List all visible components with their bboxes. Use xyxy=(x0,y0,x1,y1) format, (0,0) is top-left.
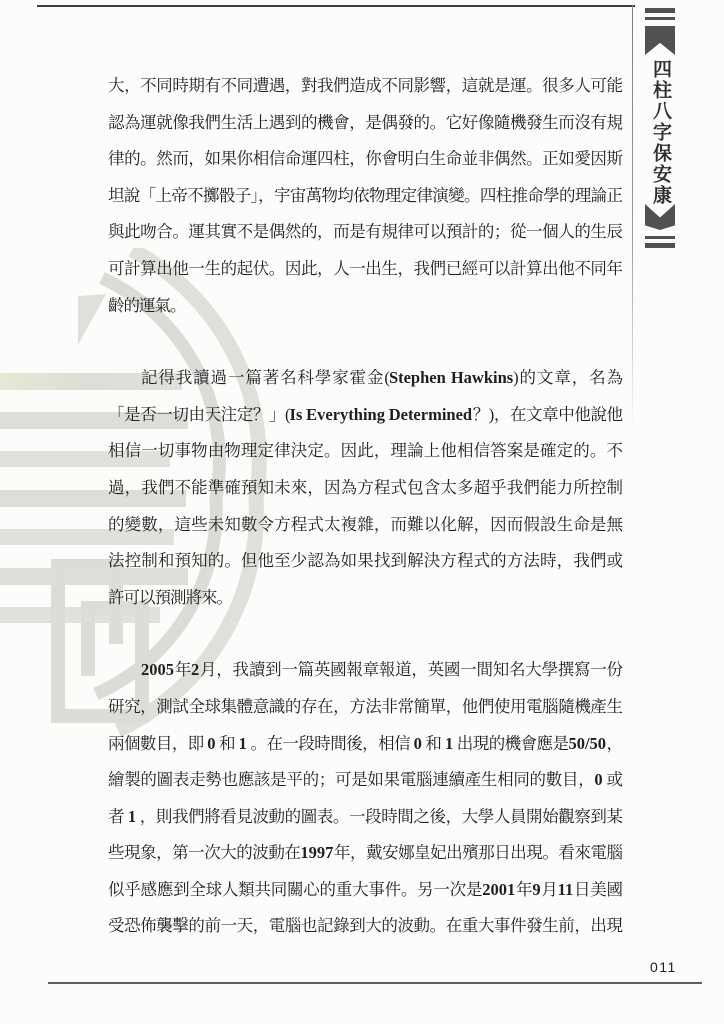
page-number: 011 xyxy=(650,959,677,975)
text-line: 者 1 ，則我們將看見波動的圖表。一段時間之後，大學人員開始觀察到某 xyxy=(108,806,622,826)
text-line: 法控制和預知的。但他至少認為如果找到解決方程式的方法時，我們或 xyxy=(108,551,622,571)
text-line: 齡的運氣。 xyxy=(108,295,186,315)
text-line: 的變數，這些未知數令方程式太複雜，而難以化解，因而假設生命是無 xyxy=(108,514,622,534)
text-line: 些現象，第一次大的波動在1997年，戴安娜皇妃出殯那日出現。看來電腦 xyxy=(108,843,623,863)
text-line: 2005年2月，我讀到一篇英國報章報道，英國一間知名大學撰寫一份 xyxy=(141,660,623,680)
text-line: 過，我們不能準確預知未來，因為方程式包含太多超乎我們能力所控制 xyxy=(108,477,622,497)
paragraph xyxy=(108,652,622,945)
text-line: 記得我讀過一篇著名科學家霍金(Stephen Hawkins)的文章，名為 xyxy=(141,368,622,388)
text-line: 兩個數目，即 0 和 1 。在一段時間後，相信 0 和 1 出現的機會應是50/50， xyxy=(108,733,622,753)
banner-bottom-bar-1 xyxy=(645,236,675,239)
text-line: 認為運就像我們生活上遇到的機會，是偶發的。它好像隨機發生而沒有規 xyxy=(108,112,622,132)
text-line: 研究，測試全球集體意識的存在，方法非常簡單，他們使用電腦隨機產生 xyxy=(108,696,622,716)
page-top-rule xyxy=(37,5,635,7)
banner-bottom-bar-2 xyxy=(645,243,675,248)
body-text xyxy=(108,68,622,981)
text-line: 律的。然而，如果你相信命運四柱，你會明白生命並非偶然。正如愛因斯 xyxy=(108,149,622,169)
text-line: 與此吻合。運其實不是偶然的，而是有規律可以預計的；從一個人的生辰 xyxy=(108,222,622,242)
text-line: 大，不同時期有不同遭遇，對我們造成不同影響，這就是運。很多人可能 xyxy=(108,76,622,95)
text-line: 許可以預測將來。 xyxy=(108,587,232,607)
text-line: 似乎感應到全球人類共同關心的重大事件。另一次是2001年9月11日美國 xyxy=(108,879,623,899)
text-line: 坦說「上帝不擲骰子」，宇宙萬物均依物理定律演變。四柱推命學的理論正 xyxy=(108,185,622,205)
text-line: 「是否一切由天注定？」(Is Everything Determined？)，在文章中他說他 xyxy=(108,404,623,424)
text-line: 相信一切事物由物理定律決定。因此，理論上他相信答案是確定的。不 xyxy=(108,441,622,461)
text-line: 可計算出他一生的起伏。因此，人一出生，我們已經可以計算出他不同年 xyxy=(108,258,622,278)
text-line: 繪製的圖表走勢也應該是平的；可是如果電腦連續產生相同的數目，0 或 xyxy=(108,770,623,790)
banner-top-bar-2 xyxy=(645,17,675,20)
text-line: 受恐佈襲擊的前一天，電腦也記錄到大的波動。在重大事件發生前，出現 xyxy=(108,916,622,936)
banner-top-bar-1 xyxy=(645,8,675,13)
banner-chevron-icon xyxy=(645,204,675,230)
paragraph xyxy=(108,68,622,324)
page-bottom-rule xyxy=(48,982,702,984)
paragraph xyxy=(108,360,622,616)
right-margin-line xyxy=(632,5,633,430)
chapter-title-vertical: 四柱八字保安康 xyxy=(650,58,671,206)
banner-flag-icon xyxy=(645,26,675,55)
